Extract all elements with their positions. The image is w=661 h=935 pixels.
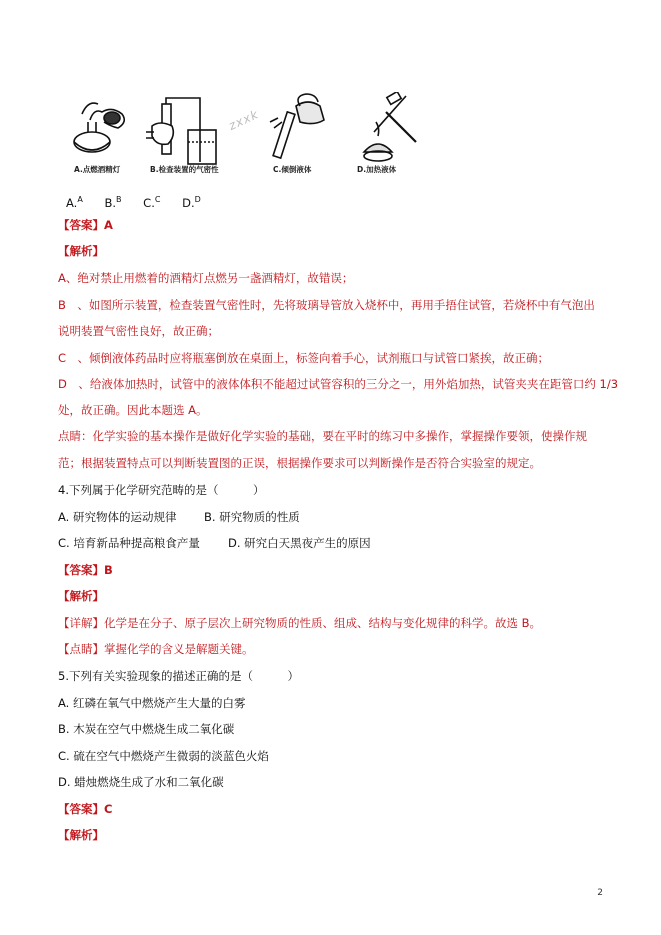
q3-option-c: C bbox=[154, 195, 161, 204]
figure-b-airtightness-drawing bbox=[146, 98, 216, 164]
q4-detail: 【详解】化学是在分子、原子层次上研究物质的性质、组成、结构与变化规律的科学。故选 B。 bbox=[58, 616, 542, 630]
q3-analysis-line-2: B 、如图所示装置，检查装置气密性时，先将玻璃导管放入烧杯中，再用手捂住试管，若烧杯中有气泡出 bbox=[58, 298, 595, 312]
q4-option-b: B. 研究物质的性质 bbox=[204, 510, 300, 524]
q3-analysis-line-5: D 、给液体加热时，试管中的液体体积不能超过试管容积的三分之一，用外焰加热，试管夹夹在距管口约 1/3 bbox=[58, 377, 619, 391]
q3-option-a-label: A. bbox=[66, 195, 78, 210]
q4-option-a: A. 研究物体的运动规律 bbox=[58, 510, 177, 524]
q5-option-c: C. 硫在空气中燃烧产生微弱的淡蓝色火焰 bbox=[58, 749, 269, 763]
q3-analysis-line-4: C 、倾倒液体药品时应将瓶塞倒放在桌面上，标签向着手心，试剂瓶口与试管口紧挨，故正确； bbox=[58, 351, 550, 365]
q4-option-d: D. 研究白天黑夜产生的原因 bbox=[228, 536, 371, 550]
q5-option-a: A. 红磷在氧气中燃烧产生大量的白雾 bbox=[58, 696, 246, 710]
q3-answer: 【答案】A bbox=[58, 218, 113, 232]
caption-a: A.点燃酒精灯 bbox=[74, 165, 121, 174]
q5-answer: 【答案】C bbox=[58, 802, 113, 816]
q3-note-line-1: 点睛：化学实验的基本操作是做好化学实验的基础，要在平时的练习中多操作，掌握操作要领，使操作规 bbox=[58, 429, 587, 443]
q5-option-d: D. 蜡烛燃烧生成了水和二氧化碳 bbox=[58, 775, 224, 789]
page-number: 2 bbox=[597, 888, 603, 898]
q5-option-b: B. 木炭在空气中燃烧生成二氧化碳 bbox=[58, 722, 235, 736]
q4-answer: 【答案】B bbox=[58, 563, 113, 577]
q3-options bbox=[66, 192, 201, 211]
caption-c: C.倾倒液体 bbox=[273, 165, 312, 174]
q3-analysis-line-1: A、绝对禁止用燃着的酒精灯点燃另一盏酒精灯，故错误； bbox=[58, 271, 354, 285]
caption-d: D.加热液体 bbox=[357, 165, 397, 174]
q3-option-c-label: C. bbox=[143, 195, 155, 210]
q3-option-a: A bbox=[77, 195, 83, 204]
q3-analysis-line-3: 说明装置气密性良好，故正确； bbox=[58, 324, 219, 338]
q3-option-b: B bbox=[116, 195, 122, 204]
q3-analysis-label: 【解析】 bbox=[58, 244, 104, 258]
q4-analysis-label: 【解析】 bbox=[58, 589, 104, 603]
q4-hint: 【点睛】掌握化学的含义是解题关键。 bbox=[58, 642, 254, 656]
q4-option-c: C. 培育新品种提高粮食产量 bbox=[58, 536, 200, 550]
q3-note-line-2: 范；根据装置特点可以判断装置图的正误，根据操作要求可以判断操作是否符合实验室的规定。 bbox=[58, 456, 541, 470]
q4-stem: 4.下列属于化学研究范畴的是（ ） bbox=[58, 483, 265, 497]
q3-option-d: D bbox=[194, 195, 201, 204]
q3-analysis-line-6: 处，故正确。因此本题选 A。 bbox=[58, 403, 208, 417]
q3-option-d-label: D. bbox=[182, 195, 195, 210]
figure-d-heating-drawing bbox=[364, 92, 416, 161]
watermark-text: zxxk bbox=[226, 107, 261, 133]
figure-c-pouring-drawing bbox=[270, 94, 324, 158]
q5-stem: 5.下列有关实验现象的描述正确的是（ ） bbox=[58, 669, 299, 683]
q5-analysis-label: 【解析】 bbox=[58, 828, 104, 842]
caption-b: B.检查装置的气密性 bbox=[150, 165, 219, 174]
q3-option-b-label: B. bbox=[104, 195, 117, 210]
figure-a-lamp-drawing bbox=[74, 103, 124, 152]
